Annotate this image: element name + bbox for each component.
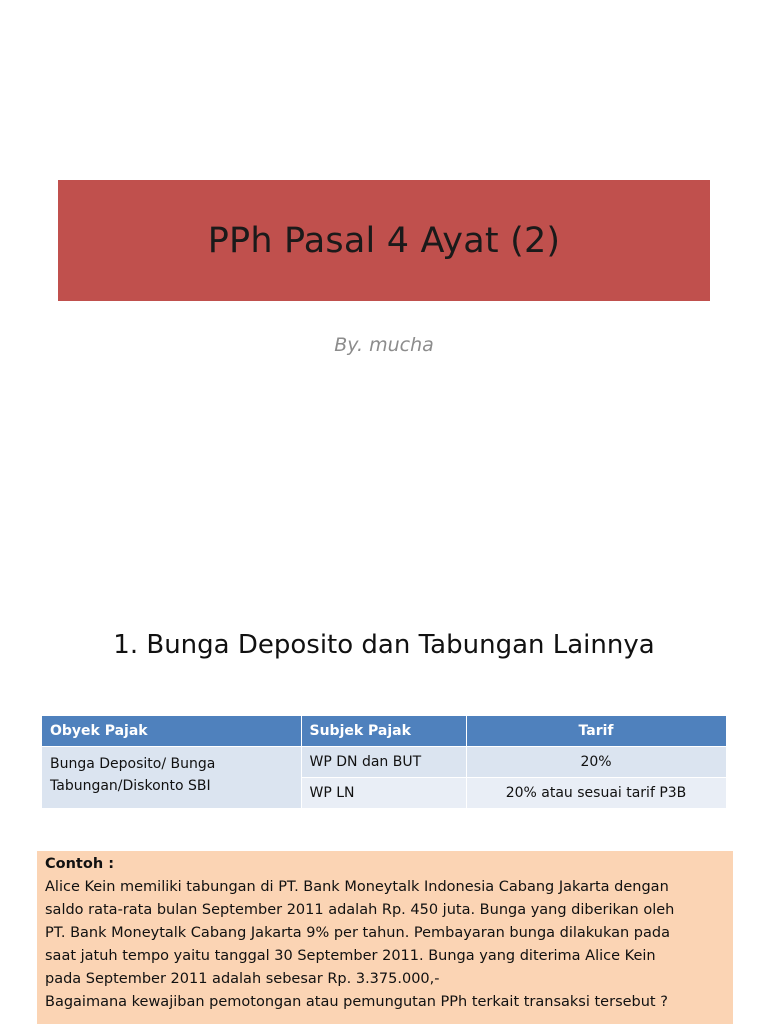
table-row (42, 747, 726, 778)
example-line: PT. Bank Moneytalk Cabang Jakarta 9% per tahun. Pembayaran bunga dilakukan pada (45, 925, 670, 941)
subject-cell: WP LN (301, 778, 466, 809)
object-cell (42, 747, 301, 809)
title-banner (58, 180, 710, 301)
example-question: Bagaimana kewajiban pemotongan atau pemungutan PPh terkait transaksi tersebut ? (45, 994, 668, 1010)
object-line: Tabungan/Diskonto SBI (50, 778, 211, 794)
slide-title: PPh Pasal 4 Ayat (2) (207, 220, 561, 261)
header-subject: Subjek Pajak (301, 716, 466, 747)
example-line: saldo rata-rata bulan September 2011 adalah Rp. 450 juta. Bunga yang diberikan oleh (45, 902, 675, 918)
rate-cell: 20% (466, 747, 726, 778)
section-heading: 1. Bunga Deposito dan Tabungan Lainnya (113, 630, 655, 660)
example-line: pada September 2011 adalah sebesar Rp. 3.375.000,- (45, 971, 440, 987)
header-rate: Tarif (466, 716, 726, 747)
example-box (37, 851, 733, 1024)
rate-cell: 20% atau sesuai tarif P3B (466, 778, 726, 809)
slide-subtitle: By. mucha (334, 334, 434, 356)
header-object: Obyek Pajak (42, 716, 301, 747)
example-line: Alice Kein memiliki tabungan di PT. Bank Moneytalk Indonesia Cabang Jakarta dengan (45, 879, 669, 895)
subject-cell: WP DN dan BUT (301, 747, 466, 778)
example-label: Contoh : (45, 856, 114, 872)
example-line: saat jatuh tempo yaitu tanggal 30 September 2011. Bunga yang diterima Alice Kein (45, 948, 656, 964)
object-line: Bunga Deposito/ Bunga (50, 756, 216, 772)
table-header-row (42, 716, 726, 747)
tax-table (42, 716, 727, 808)
